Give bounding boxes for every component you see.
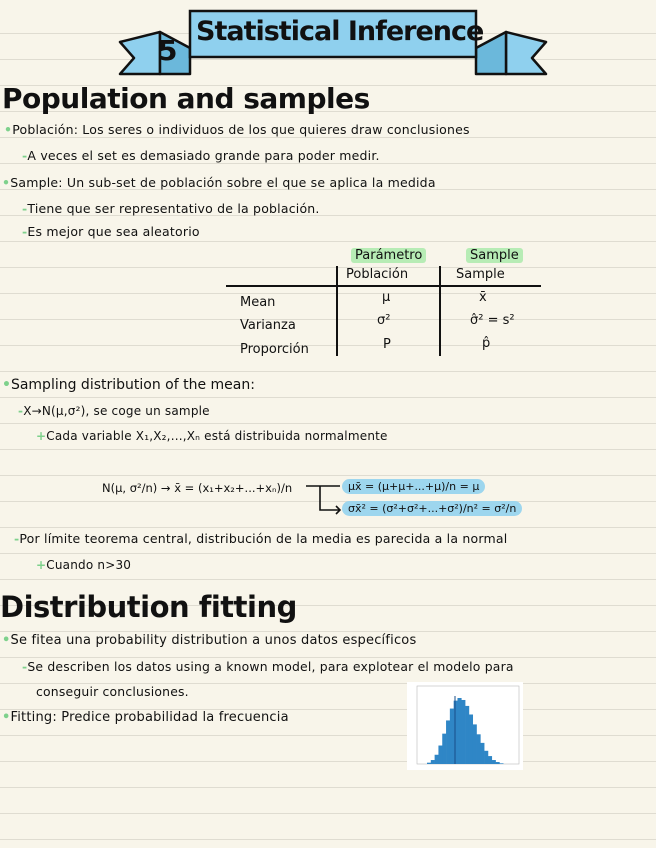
bullet-text: Cada variable X₁,X₂,...,Xₙ está distribuida normalmente	[46, 429, 388, 443]
histogram-bar	[457, 698, 461, 764]
formula-bracket	[306, 480, 342, 516]
histogram-bar	[427, 763, 431, 764]
table-header-poblacion: Población	[346, 267, 409, 282]
dash-marker: -	[22, 148, 28, 163]
table-row-label: Proporción	[240, 342, 309, 357]
histogram-bar	[496, 762, 500, 764]
bullet-dot: •	[2, 175, 11, 190]
table-row-pop: P	[383, 337, 391, 352]
histogram-bar	[499, 763, 503, 764]
section-heading-fitting: Distribution fitting	[0, 590, 297, 624]
histogram-bar	[461, 700, 465, 764]
histogram-bar	[438, 746, 442, 764]
bullet-text: Cuando n>30	[46, 558, 132, 572]
plus-marker: +	[36, 558, 47, 572]
sub-bullet-aleatorio	[22, 224, 200, 239]
table-row-pop: σ²	[377, 313, 391, 328]
sub-bullet-tcl	[14, 531, 507, 546]
formula-sigma: σx̄² = (σ²+σ²+...+σ²)/n² = σ²/n	[342, 501, 522, 516]
bullet-text: Tiene que ser representativo de la población.	[27, 201, 320, 216]
bullet-text: Sample: Un sub-set de población sobre el que se aplica la medida	[10, 175, 436, 190]
bullet-text: Es mejor que sea aleatorio	[27, 224, 200, 239]
formula-mu: μx̄ = (μ+μ+...+μ)/n = μ	[342, 479, 485, 494]
dash-marker: -	[18, 404, 24, 418]
sub-bullet-set	[22, 148, 380, 163]
bullet-poblacion	[4, 122, 470, 137]
bullet-text: Fitting: Predice probabilidad la frecuencia	[10, 710, 289, 725]
plus-marker: +	[36, 429, 47, 443]
bullet-dot: •	[2, 710, 11, 725]
histogram-bar	[469, 715, 473, 765]
histogram-bar	[446, 720, 450, 764]
dash-marker: -	[22, 201, 28, 216]
table-row-pop: μ	[382, 290, 391, 305]
bullet-text: A veces el set es demasiado grande para poder medir.	[27, 148, 380, 163]
section-heading-population: Population and samples	[2, 82, 370, 115]
table-row-label: Mean	[240, 295, 276, 310]
table-top-header-parametro: Parámetro	[351, 248, 426, 263]
histogram-figure	[407, 682, 523, 770]
bullet-sampling	[2, 377, 255, 393]
dash-marker: -	[22, 659, 28, 674]
subsub-bullet-n30	[36, 558, 131, 572]
histogram-bar	[473, 724, 477, 764]
bullet-text: Se describen los datos using a known model, para explotear el modelo para	[27, 659, 514, 674]
subsub-bullet-variable	[36, 429, 388, 443]
table-row-label: Varianza	[240, 318, 296, 333]
bullet-sample	[2, 175, 436, 190]
table-header-rule	[226, 285, 541, 287]
bullet-fitea	[2, 633, 416, 648]
histogram-bar	[450, 709, 454, 764]
histogram-bar	[431, 760, 435, 764]
parameter-table	[226, 244, 546, 359]
table-top-header-sample: Sample	[466, 248, 523, 263]
chapter-number: 5	[158, 34, 178, 67]
histogram-bar	[484, 751, 488, 764]
bullet-fitting	[2, 710, 289, 725]
table-row-sample: x̄	[479, 290, 487, 305]
bullet-text: Se fitea una probability distribution a unos datos específicos	[10, 633, 417, 648]
bullet-text: Sampling distribution of the mean:	[10, 377, 255, 393]
sub-bullet-continuation: conseguir conclusiones.	[36, 684, 189, 699]
table-row-sample: p̂	[482, 336, 491, 351]
sub-bullet-describen	[22, 659, 514, 674]
formula-sample-mean: N(μ, σ²/n) → x̄ = (x₁+x₂+...+xₙ)/n	[102, 481, 293, 495]
bullet-dot: •	[4, 122, 13, 137]
sub-bullet-normal	[18, 404, 210, 418]
histogram-bar	[435, 755, 439, 764]
histogram-bar	[492, 760, 496, 764]
histogram-bar	[488, 756, 492, 764]
table-row-sample: σ̂² = s²	[470, 313, 515, 328]
histogram-bar	[442, 734, 446, 764]
bullet-dot: •	[2, 633, 11, 648]
bullet-dot: •	[2, 377, 11, 393]
table-header-sample: Sample	[456, 267, 505, 282]
chapter-title: Statistical Inference	[196, 16, 484, 47]
bullet-text: Por límite teorema central, distribución de la media es parecida a la normal	[19, 531, 508, 546]
histogram-bar	[465, 706, 469, 764]
bullet-text: X→N(μ,σ²), se coge un sample	[23, 404, 210, 418]
table-col-rule-1	[336, 266, 338, 356]
sub-bullet-representativo	[22, 201, 320, 216]
histogram-bar	[454, 701, 458, 764]
table-col-rule-2	[439, 266, 441, 356]
histogram-bar	[480, 743, 484, 764]
bullet-text: Población: Los seres o individuos de los que quieres draw conclusiones	[12, 122, 470, 137]
dash-marker: -	[22, 224, 28, 239]
histogram-bar	[477, 734, 481, 764]
dash-marker: -	[14, 531, 20, 546]
